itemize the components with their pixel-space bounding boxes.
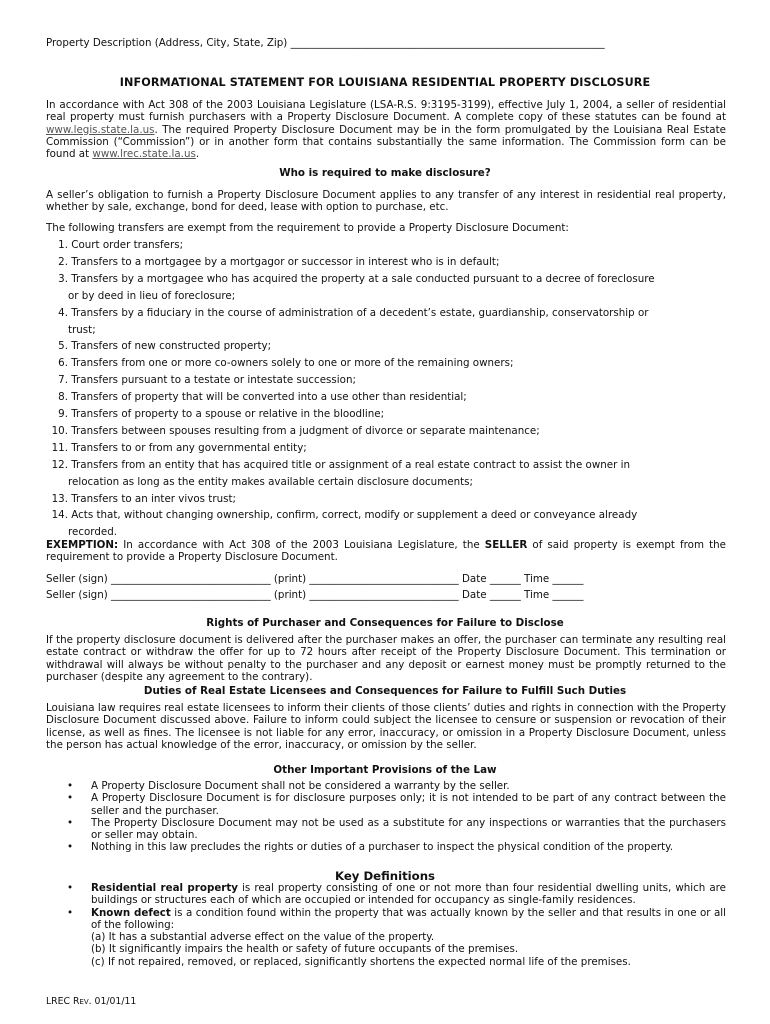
- exempt-item-text: Transfers from one or more co-owners solely to one or more of the remaining owners;: [71, 357, 514, 370]
- exempt-item-number: 13.: [51, 492, 68, 505]
- exempt-item-text: Transfers of property to a spouse or relative in the bloodline;: [71, 408, 385, 420]
- list-item: • The Property Disclosure Document may not be used as a substitute for any inspections or warranties that the purchasers or seller may obtain.: [67, 816, 726, 842]
- exempt-item-text: Transfers between spouses resulting from a judgment of divorce or separate maintenance;: [71, 424, 540, 437]
- other-provisions-list: [46, 780, 726, 854]
- exempt-item: [46, 239, 726, 251]
- exempt-item-text: Transfers to an inter vivos trust;: [71, 492, 236, 505]
- list-item: • A Property Disclosure Document shall not be considered a warranty by the seller.: [67, 780, 510, 792]
- exempt-item-number: 11.: [51, 441, 68, 454]
- exempt-item: [46, 425, 726, 437]
- exempt-item-text: Transfers from an entity that has acquired title or assignment of a real estate contract to assist the owner in: [71, 458, 631, 471]
- exempt-item: [46, 509, 726, 521]
- exempt-item-continuation: relocation as long as the entity makes available certain disclosure documents;: [68, 475, 473, 488]
- bullet-icon: •: [67, 816, 74, 829]
- exempt-item-number: 14.: [51, 509, 68, 522]
- exempt-item: [46, 408, 726, 420]
- exempt-item-number: 5.: [58, 340, 68, 353]
- exempt-item-continuation: trust;: [68, 323, 96, 336]
- rights-paragraph: If the property disclosure document is delivered after the purchaser makes an offer, the purchaser can terminate any resulting real estate contract or withdraw the offer for up to 72 hours after receipt of the Property Disclosure Document. This termination or withdrawal will always be without penalty to the purchaser and any deposit or earnest money must be promptly returned to the purchaser (despite any agreement to the contrary).: [46, 634, 726, 683]
- exempt-item-number: 4.: [58, 306, 68, 319]
- known-defect-sub-b: (b) It significantly impairs the health or safety of future occupants of the premises.: [91, 943, 519, 956]
- document-title: INFORMATIONAL STATEMENT FOR LOUISIANA RESIDENTIAL PROPERTY DISCLOSURE: [119, 76, 651, 89]
- exempt-item-number: 9.: [58, 408, 68, 420]
- exemption-label: EXEMPTION:: [46, 539, 119, 551]
- exempt-item-number: 2.: [58, 255, 68, 268]
- exempt-item-text: Court order transfers;: [71, 239, 184, 251]
- exempt-item: [46, 442, 726, 454]
- intro-paragraph: In accordance with Act 308 of the 2003 Louisiana Legislature (LSA-R.S. 9:3195-3199), effective July 1, 2004, a seller of residential real property must furnish purchasers with a Property Disclosure Document. A complete copy of these statutes can be found at www.legis.state.la.us. The required Property Disclosure Document may be in the form promulgated by the Louisiana Real Estate Commission (“Commission”) or in another form that contains substantially the same information. The Commission form can be found at www.lrec.state.la.us.: [46, 99, 726, 161]
- property-description-line: [46, 37, 605, 49]
- footer-revision: LREC Rev. 01/01/11: [46, 996, 137, 1007]
- bullet-icon: •: [67, 780, 74, 792]
- seller-signature-line-2[interactable]: Seller (sign) _______________________________ (print) _____________________________ Date ______ Time ______: [46, 589, 584, 601]
- exempt-item-number: 7.: [58, 374, 68, 387]
- legis-link[interactable]: www.legis.state.la.us: [46, 123, 155, 136]
- exempt-item: [46, 273, 726, 285]
- bullet-icon: •: [67, 792, 74, 805]
- list-item: • Nothing in this law precludes the rights or duties of a purchaser to inspect the physical condition of the property.: [67, 841, 674, 854]
- key-definitions-list: [46, 882, 726, 968]
- exempt-item-text: Transfers to a mortgagee by a mortgagor or successor in interest who is in default;: [71, 255, 500, 268]
- exempt-item-text: Transfers pursuant to a testate or intestate succession;: [71, 374, 356, 387]
- exempt-item: [46, 493, 726, 505]
- exempt-item-continuation: recorded.: [68, 526, 118, 539]
- bullet-icon: •: [67, 882, 74, 894]
- exempt-item: [46, 391, 726, 403]
- exempt-item: [46, 374, 726, 386]
- lrec-link[interactable]: www.lrec.state.la.us: [92, 148, 196, 161]
- exempt-item-text: Transfers to or from any governmental entity;: [71, 441, 307, 454]
- list-item: • A Property Disclosure Document is for disclosure purposes only; it is not intended to be part of any contract between the seller and the purchaser.: [67, 792, 726, 817]
- bullet-icon: •: [67, 906, 74, 919]
- exempt-item-text: Transfers by a mortgagee who has acquired the property at a sale conducted pursuant to a decree of foreclosure: [71, 272, 655, 285]
- exempt-item-number: 10.: [51, 424, 68, 437]
- exempt-item: [46, 340, 726, 352]
- list-item: • Residential real property is real property consisting of one or not more than four residential dwelling units, which are buildings or structures each of which are occupied or intended for occupancy as single-family residences.: [67, 882, 727, 907]
- list-item: • Known defect is a condition found within the property that was actually known by the seller and that results in one or all of the following:: [67, 906, 726, 931]
- other-provisions-heading: Other Important Provisions of the Law: [273, 764, 497, 776]
- duties-paragraph: Louisiana law requires real estate licensees to inform their clients of those clients’ duties and rights in connection with the Property Disclosure Document discussed above. Failure to inform could subject the licensee to censure or suspension or revocation of their license, as well as fines. The licensee is not liable for any error, inaccuracy, or omission in a Property Disclosure Document, unless the person has actual knowledge of the error, inaccuracy, or omission by the seller.: [46, 702, 726, 751]
- exempt-item-number: 3.: [58, 272, 68, 285]
- known-defect-sub-c: (c) If not repaired, removed, or replaced, significantly shortens the expected normal life of the premises.: [91, 955, 631, 968]
- exempt-item-number: 8.: [58, 391, 68, 404]
- exempt-item: [46, 357, 726, 369]
- exemption-paragraph: EXEMPTION: In accordance with Act 308 of the 2003 Louisiana Legislature, the SELLER of said property is exempt from the requirement to provide a Property Disclosure Document.: [46, 539, 726, 564]
- exempt-item-number: 1.: [58, 239, 68, 251]
- who-heading: Who is required to make disclosure?: [279, 167, 491, 179]
- exempt-item-text: Transfers by a fiduciary in the course of administration of a decedent’s estate, guardianship, conservatorship or: [71, 306, 649, 319]
- property-description-label: Property Description (Address, City, State, Zip): [46, 37, 288, 49]
- exempt-intro: The following transfers are exempt from the requirement to provide a Property Disclosure Document:: [46, 222, 569, 234]
- exempt-item: [46, 459, 726, 471]
- definition-term: Known defect: [91, 906, 171, 919]
- seller-signature-line-1[interactable]: Seller (sign) _______________________________ (print) _____________________________ Date ______ Time ______: [46, 573, 584, 585]
- known-defect-sub-a: (a) It has a substantial adverse effect on the value of the property.: [91, 931, 435, 944]
- property-description-blank[interactable]: _____________________________________________________________: [290, 37, 605, 49]
- exempt-item-text: Transfers of property that will be converted into a use other than residential;: [71, 391, 467, 404]
- key-definitions-heading: Key Definitions: [335, 869, 435, 883]
- who-paragraph: A seller’s obligation to furnish a Property Disclosure Document applies to any transfer of any interest in residential real property, whether by sale, exchange, bond for deed, lease with option to purchase, etc.: [46, 189, 726, 214]
- exempt-item-text: Acts that, without changing ownership, confirm, correct, modify or supplement a deed or conveyance already: [71, 509, 638, 522]
- exempt-item: [46, 256, 726, 268]
- exempt-item-text: Transfers of new constructed property;: [71, 340, 272, 353]
- exempt-item: [46, 307, 726, 319]
- duties-heading: Duties of Real Estate Licensees and Consequences for Failure to Fulfill Such Duties: [143, 685, 627, 697]
- exempt-item-number: 12.: [51, 458, 68, 471]
- exempt-item-continuation: or by deed in lieu of foreclosure;: [68, 289, 236, 302]
- exempt-item-number: 6.: [58, 357, 68, 370]
- bullet-icon: •: [67, 841, 74, 854]
- rights-heading: Rights of Purchaser and Consequences for Failure to Disclose: [206, 617, 564, 629]
- definition-term: Residential real property: [91, 882, 239, 894]
- seller-word: SELLER: [484, 539, 528, 551]
